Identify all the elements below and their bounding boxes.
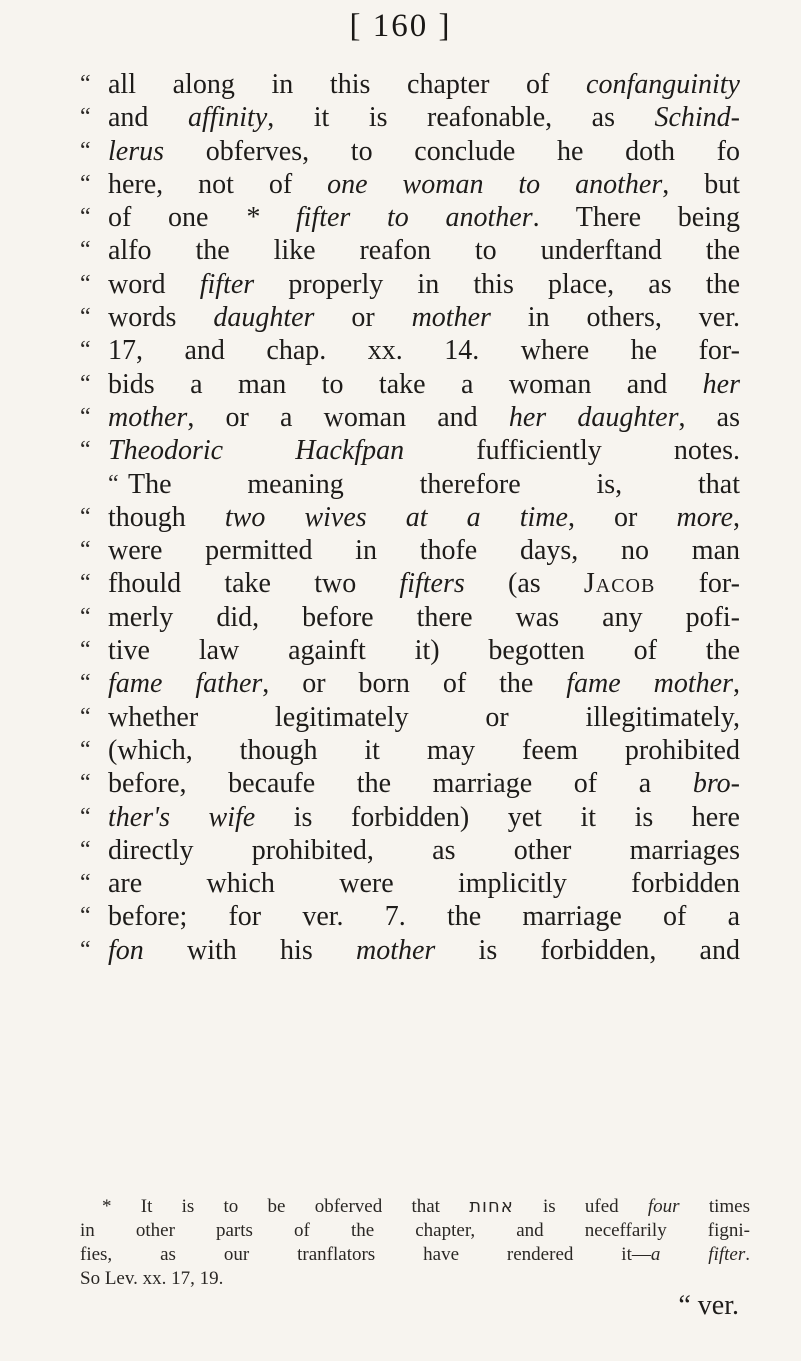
footnote-line (80, 1267, 750, 1291)
italic-text: bro- (692, 768, 740, 800)
text-run: is forbidden, and (435, 934, 740, 966)
italic-text: four (647, 1196, 680, 1217)
catchword: “ ver. (678, 1290, 739, 1321)
text-line (80, 900, 740, 933)
text-line (80, 434, 740, 467)
text-line (80, 68, 740, 101)
text-line (80, 601, 740, 634)
text-run: , (733, 501, 740, 533)
text-line (80, 667, 740, 700)
quote-mark: “ (80, 104, 91, 131)
text-line (80, 701, 740, 734)
quote-mark: “ (80, 337, 91, 364)
quote-mark: “ (80, 670, 91, 697)
text-run: all along in this chapter of (108, 69, 587, 100)
text-line (80, 734, 740, 767)
text-run: , (733, 668, 740, 700)
text-line (80, 268, 740, 301)
italic-text: Schind- (654, 102, 740, 134)
text-line (80, 101, 740, 134)
quote-mark: “ (80, 637, 91, 664)
text-line (80, 634, 740, 667)
italic-text: daughter (213, 302, 315, 334)
text-run: , or (567, 501, 677, 533)
page-number: [ 160 ] (349, 8, 452, 44)
italic-text: fifters (399, 568, 465, 600)
text-run: or (314, 302, 412, 334)
text-line (80, 401, 740, 434)
italic-text: one woman to another (327, 168, 663, 200)
text-run: before, becaufe the marriage of a (108, 768, 693, 800)
italic-text: ther's wife (108, 801, 256, 833)
small-caps-text: Jacob (583, 568, 656, 600)
italic-text: more (676, 501, 733, 533)
text-run: in other parts of the chapter, and neceffarily figni- (80, 1220, 750, 1241)
quote-mark: “ (80, 503, 91, 530)
quote-mark: “ (80, 870, 91, 897)
text-run: (which, though it may feem prohibited (108, 734, 740, 766)
text-line (80, 534, 740, 567)
text-run: before; for ver. 7. the marriage of a (108, 901, 740, 933)
text-run: 17, and chap. xx. 14. where he for- (108, 335, 740, 367)
text-run: is forbidden) yet it is here (255, 801, 740, 833)
italic-text: her (702, 368, 740, 400)
text-run: The meaning therefore is, that (128, 468, 740, 500)
italic-text: * fifter to another (245, 202, 533, 234)
text-run: fies, as our tranflators have rendered it— (80, 1244, 651, 1265)
italic-text: two wives at a time (224, 501, 568, 533)
quote-mark: “ (80, 270, 91, 297)
italic-text: Theodoric Hackfpan (108, 435, 405, 467)
italic-text: her daughter (508, 401, 679, 433)
text-line (80, 201, 740, 234)
text-run: (as (464, 568, 584, 600)
italic-text: fifter (199, 268, 255, 300)
quote-mark: “ (80, 770, 91, 797)
quote-mark: “ (80, 836, 91, 863)
text-run: here, not of (108, 168, 328, 200)
text-run: , but (662, 168, 740, 200)
text-run: bids a man to take a woman and (108, 368, 703, 400)
text-run: . (745, 1244, 750, 1265)
text-run: words (108, 302, 214, 334)
text-line (80, 334, 740, 367)
text-run: in others, ver. (490, 302, 741, 334)
italic-text: affinity (187, 102, 268, 134)
italic-text: a fifter (650, 1244, 746, 1265)
text-run: for- (655, 568, 740, 600)
text-run: directly prohibited, as other marriages (108, 834, 740, 866)
text-run: , as (678, 401, 741, 433)
text-run: word (108, 268, 200, 300)
quote-mark: “ (80, 703, 91, 730)
quote-mark: “ (80, 137, 91, 164)
text-line (80, 468, 740, 501)
text-run: are which were implicitly forbidden (108, 868, 740, 900)
quote-mark: “ (80, 437, 91, 464)
italic-text: lerus (108, 135, 164, 167)
footnote-line (80, 1195, 750, 1219)
text-run: is ufed (513, 1196, 648, 1217)
quote-mark: “ (80, 903, 91, 930)
text-run: , or born of the (262, 668, 567, 700)
italic-text: fame father (108, 668, 263, 700)
text-run: times (679, 1196, 750, 1217)
quote-mark: “ (108, 470, 119, 497)
italic-text: mother (411, 302, 491, 334)
text-line (80, 135, 740, 168)
text-run: alfo the like reafon to underftand the (108, 235, 740, 267)
footnote (80, 1195, 750, 1291)
text-line (80, 234, 740, 267)
quote-mark: “ (80, 170, 91, 197)
text-run: , it is reafonable, as (267, 102, 655, 134)
text-line (80, 767, 740, 800)
quote-mark: “ (80, 803, 91, 830)
text-run: obferves, to conclude he doth fo (164, 135, 740, 167)
text-line (80, 501, 740, 534)
text-line (80, 301, 740, 334)
text-run: * It is to be obferved that (102, 1196, 470, 1217)
italic-text: fame mother (566, 668, 733, 700)
text-run: fufficiently notes. (404, 435, 740, 467)
text-run: , or a woman and (187, 401, 509, 433)
hebrew-text: אחות (469, 1196, 514, 1217)
text-run: . There being (532, 202, 740, 234)
text-run: fhould take two (108, 568, 400, 600)
quote-mark: “ (80, 403, 91, 430)
quote-mark: “ (80, 304, 91, 331)
quote-mark: “ (80, 570, 91, 597)
text-line (80, 567, 740, 600)
quote-mark: “ (80, 936, 91, 963)
text-run: So Lev. xx. 17, 19. (80, 1268, 224, 1289)
text-run: merly did, before there was any pofi- (108, 601, 740, 633)
italic-text: fon (108, 934, 144, 966)
italic-text: mother (108, 401, 188, 433)
footnote-line (80, 1243, 750, 1267)
text-run: tive law againft it) begotten of the (108, 635, 740, 667)
italic-text: mother (355, 934, 436, 966)
text-run: were permitted in thofe days, no man (108, 535, 740, 567)
text-line (80, 834, 740, 867)
text-run: with his (143, 934, 356, 966)
quote-mark: “ (80, 370, 91, 397)
text-run: of one (108, 202, 246, 234)
text-line (80, 168, 740, 201)
text-line (80, 867, 740, 900)
text-line (80, 934, 740, 967)
text-run: and (108, 102, 188, 134)
quote-mark: “ (80, 603, 91, 630)
quote-mark: “ (80, 736, 91, 763)
body-text (80, 68, 740, 967)
text-run: properly in this place, as the (254, 268, 740, 300)
text-line (80, 801, 740, 834)
quote-mark: “ (80, 204, 91, 231)
footnote-line (80, 1219, 750, 1243)
quote-mark: “ (80, 537, 91, 564)
text-run: though (108, 501, 225, 533)
quote-mark: “ (80, 237, 91, 264)
quote-mark: “ (80, 71, 91, 97)
text-line (80, 368, 740, 401)
text-run: whether legitimately or illegitimately, (108, 701, 740, 733)
italic-text: confanguinity (586, 69, 740, 100)
